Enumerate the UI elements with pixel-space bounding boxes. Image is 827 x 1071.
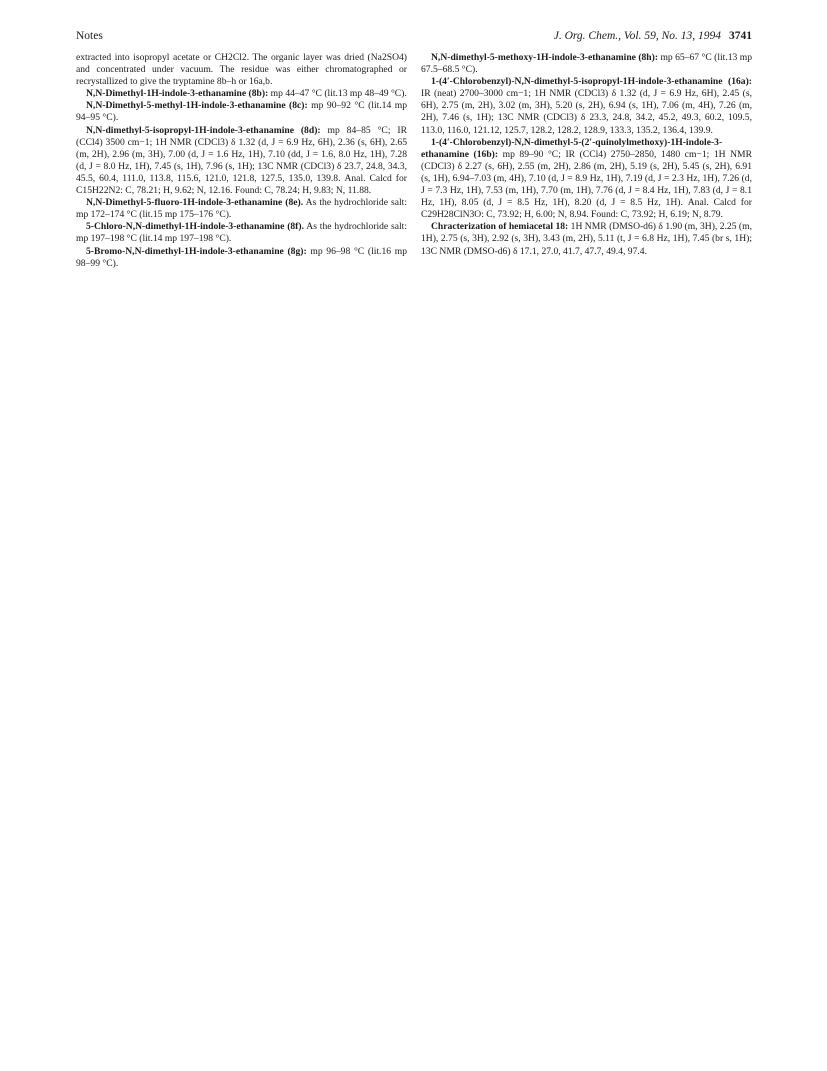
paragraph-text: As the hydrochloride salt: mp 197–198 °C (lit.14 mp 197–198 °C).	[76, 221, 408, 245]
compound-title: N,N-Dimethyl-5-fluoro-1H-indole-3-ethanamine (8e).	[86, 197, 304, 209]
compound-title: 1-(4′-Chlorobenzyl)-N,N-dimethyl-5-(2′-quinolylmethoxy)-1H-indole-3-ethanamine (16b):	[421, 136, 723, 160]
paragraph	[76, 125, 407, 198]
paragraph-text: mp 89–90 °C; IR (CCl4) 2750–2850, 1480 cm−1; 1H NMR (CDCl3) δ 2.27 (s, 6H), 2.55 (m, 2H), 2.86 (m, 2H), 5.19 (s, 2H), 5.45 (s, 2H), 6.91 (s, 1H), 6.94–7.03 (m, 4H), 7.10 (d, J = 8.9 Hz, 1H), 7.19 (d, J = 2.3 Hz, 1H), 7.26 (d, J = 7.3 Hz, 1H), 7.53 (m, 1H), 7.70 (m, 1H), 7.76 (d, J = 8.4 Hz, 1H), 7.83 (d, J = 8.1 Hz, 1H), 8.05 (d, J = 8.5 Hz, 1H), 8.20 (d, J = 8.5 Hz, 1H). Anal. Calcd for C29H28ClN3O: C, 73.92; H, 6.00; N, 8.94. Found: C, 73.92; H, 6.19; N, 8.79.	[421, 148, 752, 221]
journal-citation	[554, 30, 752, 42]
paragraph-text: mp 90–92 °C (lit.14 mp 94–95 °C).	[76, 100, 407, 124]
page-header	[76, 30, 752, 46]
paragraph	[76, 100, 407, 124]
paragraph	[421, 52, 752, 76]
paragraph	[421, 137, 752, 222]
paragraph-text: mp 65–67 °C (lit.13 mp 67.5–68.5 °C).	[421, 52, 752, 76]
left-column	[76, 52, 407, 270]
paragraph	[76, 88, 407, 100]
paragraph	[421, 221, 752, 257]
paragraph	[76, 52, 407, 88]
page-number: 3741	[729, 30, 752, 42]
paragraph	[76, 246, 407, 270]
paragraph	[421, 76, 752, 136]
paragraph-text: As the hydrochloride salt: mp 172–174 °C (lit.15 mp 175–176 °C).	[76, 197, 407, 221]
compound-title: N,N-dimethyl-5-methoxy-1H-indole-3-ethanamine (8h):	[431, 52, 659, 63]
paragraph-text: mp 96–98 °C (lit.16 mp 98–99 °C).	[76, 245, 407, 269]
paragraph-text: mp 44–47 °C (lit.13 mp 48–49 °C).	[268, 88, 407, 100]
journal-name: J. Org. Chem., Vol. 59, No. 13, 1994	[553, 30, 721, 42]
compound-title: Chracterization of hemiacetal 18:	[431, 221, 569, 233]
compound-title: N,N-Dimethyl-1H-indole-3-ethanamine (8b):	[86, 88, 269, 100]
compound-title: N,N-dimethyl-5-isopropyl-1H-indole-3-ethanamine (8d):	[86, 124, 321, 136]
paragraph-text: mp 84–85 °C; IR (CCl4) 3500 cm−1; 1H NMR (CDCl3) δ 1.32 (d, J = 6.9 Hz, 6H), 2.36 (s, 6H), 2.65 (m, 2H), 2.96 (m, 3H), 7.00 (d, J = 1.6 Hz, 1H), 7.10 (dd, J = 1.6, 8.0 Hz, 1H), 7.28 (d, J = 8.0 Hz, 1H), 7.45 (s, 1H), 7.96 (s, 1H); 13C NMR (CDCl3) δ 23.7, 24.8, 34.3, 45.5, 60.4, 111.0, 113.8, 115.6, 121.0, 121.8, 127.5, 135.0, 139.8. Anal. Calcd for C15H22N2: C, 78.21; H, 9.62; N, 12.16. Found: C, 78.24; H, 9.83; N, 11.88.	[76, 124, 407, 197]
paragraph	[76, 197, 407, 221]
paragraph-text: extracted into isopropyl acetate or CH2Cl2. The organic layer was dried (Na2SO4) and concentrated under vacuum. The residue was either chromatographed or recrystallized to give the tryptamine 8b–h or 16a,b.	[76, 52, 407, 88]
paragraph	[76, 221, 407, 245]
compound-title: N,N-Dimethyl-5-methyl-1H-indole-3-ethanamine (8c):	[86, 100, 308, 112]
paragraph-text: 1H NMR (DMSO-d6) δ 1.90 (m, 3H), 2.25 (m, 1H), 2.75 (s, 3H), 2.92 (s, 3H), 3.43 (m, 2H), 5.11 (t, J = 6.8 Hz, 1H), 7.45 (br s, 1H); 13C NMR (DMSO-d6) δ 17.1, 27.0, 41.7, 47.7, 49.4, 97.4.	[421, 221, 752, 257]
compound-title: 1-(4′-Chlorobenzyl)-N,N-dimethyl-5-isopropyl-1H-indole-3-ethanamine (16a):	[431, 76, 752, 88]
compound-title: 5-Bromo-N,N-dimethyl-1H-indole-3-ethanamine (8g):	[86, 245, 307, 257]
compound-title: 5-Chloro-N,N-dimethyl-1H-indole-3-ethanamine (8f).	[86, 221, 304, 233]
section-label: Notes	[76, 30, 103, 42]
right-column	[421, 52, 752, 258]
paragraph-text: IR (neat) 2700–3000 cm−1; 1H NMR (CDCl3) δ 1.32 (d, J = 6.9 Hz, 6H), 2.45 (s, 6H), 2.75 (m, 2H), 3.02 (m, 3H), 5.20 (s, 2H), 6.94 (s, 1H), 7.06 (m, 4H), 7.26 (m, 2H), 7.46 (s, 1H); 13C NMR (CDCl3) δ 23.3, 24.8, 34.2, 45.2, 49.3, 60.2, 109.5, 113.0, 116.0, 121.12, 125.7, 128.2, 128.2, 128.9, 133.3, 135.2, 136.4, 139.9.	[421, 88, 752, 136]
